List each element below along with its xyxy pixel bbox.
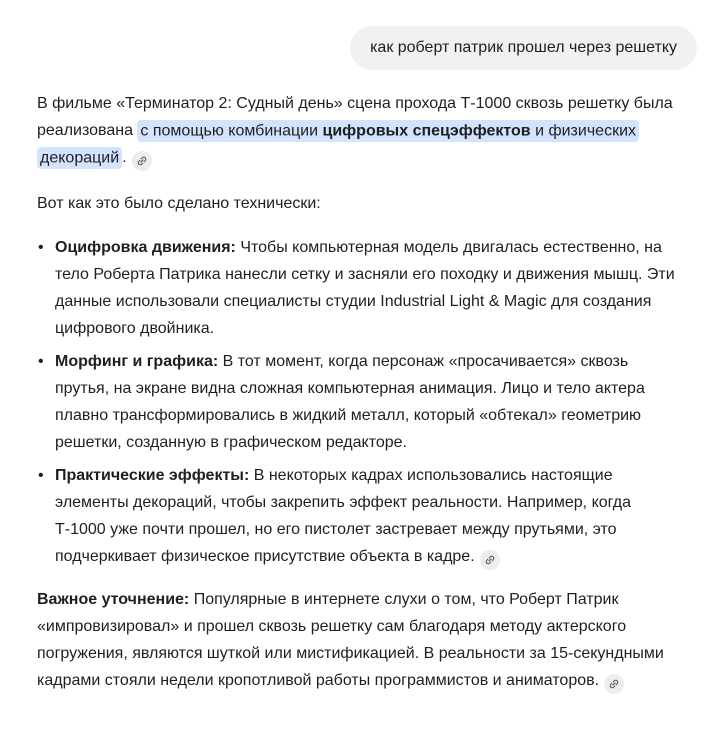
intro-text-end: .	[122, 149, 127, 166]
note-lead: Важное уточнение:	[37, 591, 190, 608]
subheading: Вот как это было сделано технически:	[37, 195, 321, 212]
citation-link-button[interactable]	[480, 550, 500, 570]
bullet-list	[37, 234, 684, 570]
user-message-text: как роберт патрик прошел через решетку	[370, 39, 677, 56]
bullet-lead: Морфинг и графика:	[55, 353, 219, 370]
citation-link-button[interactable]	[132, 151, 152, 171]
cited-text-tail: и физических декораций	[40, 122, 636, 166]
intro-text: В фильме «Терминатор 2: Судный день» сцена прохода Т-1000 сквозь решетку была реализована	[37, 95, 673, 139]
list-item-practical-effects	[37, 462, 684, 570]
user-message-bubble	[350, 26, 697, 70]
bullet-body: Чтобы компьютерная модель двигалась естественно, на тело Роберта Патрика нанесли сетку и засняли его походку и движения мышц. Эти данные использовали специалисты студии Industrial Light & Magic для создания цифрового двойника.	[55, 239, 675, 337]
assistant-response	[13, 90, 697, 694]
link-icon	[606, 676, 623, 693]
bullet-body: В тот момент, когда персонаж «просачивается» сквозь прутья, на экране видна сложная компьютерная анимация. Лицо и тело актера плавно трансформировались в жидкий металл, который «обтекал» геометрию решетки, созданную в графическом редакторе.	[55, 353, 645, 451]
cited-text: с помощью комбинации	[140, 122, 323, 139]
list-item-morphing	[37, 348, 684, 456]
intro-paragraph	[37, 90, 684, 171]
bullet-lead: Оцифровка движения:	[55, 239, 236, 256]
note-body: Популярные в интернете слухи о том, что Роберт Патрик «импровизировал» и прошел сквозь решетку сам благодаря методу актерского погружения, являются шуткой или мистификацией. В реальности за 15-секундными кадрами стояли недели кропотливой работы программистов и аниматоров.	[37, 591, 664, 689]
bullet-body: В некоторых кадрах использовались настоящие элементы декораций, чтобы закрепить эффект реальности. Например, когда Т-1000 уже почти прошел, но его пистолет застревает между прутьями, это подчеркивает физическое присутствие объекта в кадре.	[55, 467, 631, 565]
link-icon	[133, 153, 150, 170]
link-icon	[481, 552, 498, 569]
cited-text-bold: цифровых спецэффектов	[322, 122, 531, 139]
note-paragraph	[37, 586, 684, 694]
citation-link-button[interactable]	[604, 674, 624, 694]
bullet-lead: Практические эффекты:	[55, 467, 250, 484]
list-item-motion-capture	[37, 234, 684, 342]
user-message-row	[13, 26, 697, 70]
